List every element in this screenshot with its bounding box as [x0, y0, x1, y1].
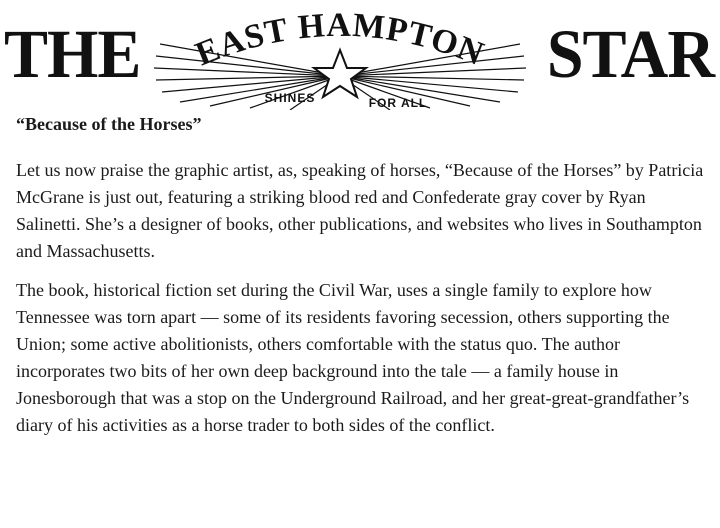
masthead-left-word: THE	[4, 16, 141, 93]
motto-left: SHINES	[264, 91, 316, 105]
article-headline: “Because of the Horses”	[16, 114, 202, 134]
article-paragraph-1: Let us now praise the graphic artist, as, speaking of horses, “Because of the Horses” by Patricia McGrane is just out, featuring a striking blood red and Confederate gray cover by Ryan Salinetti. She’s a designer of books, other publications, and websites who lives in Southampton and Massachusetts.	[16, 160, 704, 261]
masthead-right-word: STAR	[546, 16, 714, 93]
star-logo	[140, 6, 540, 110]
article	[16, 114, 710, 451]
article-paragraph-2: The book, historical fiction set during the Civil War, uses a single family to explore how Tennessee was torn apart — some of its residents favoring secession, others supporting the Union; some active abolitionists, others comfortable with the status quo. The author incorporates two bits of her own deep background into the tale — a family house in Jonesborough that was a stop on the Underground Railroad, and her great-great-grandfather’s diary of his activities as a horse trader to both sides of the conflict.	[16, 280, 690, 435]
motto-right: FOR ALL	[368, 96, 428, 110]
masthead-arc-text: EAST HAMPTON	[190, 6, 490, 74]
masthead	[0, 0, 720, 112]
star-icon	[314, 50, 366, 97]
